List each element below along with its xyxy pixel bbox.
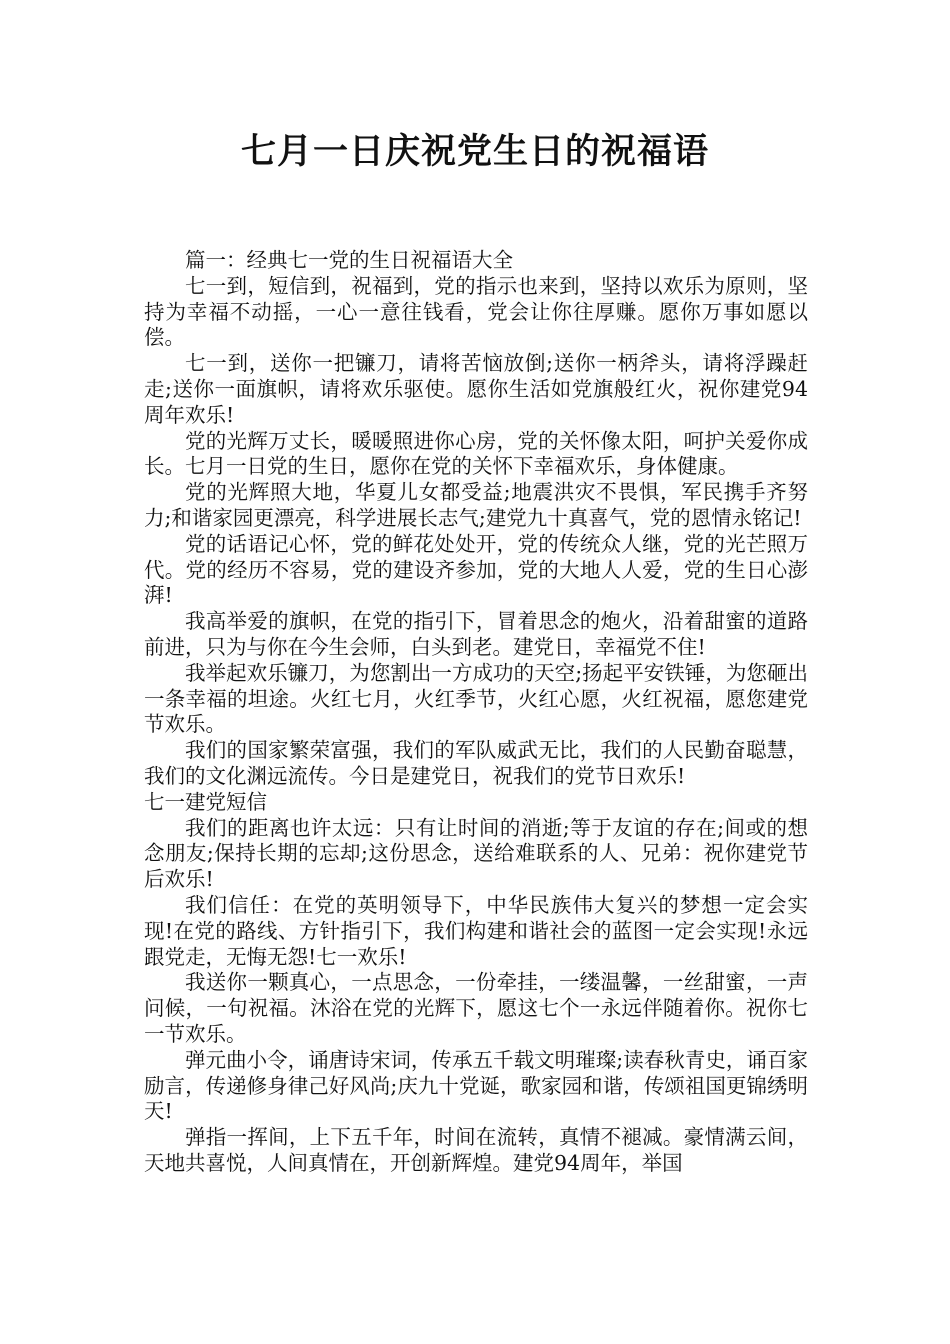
body-paragraph: 党的光辉照大地，华夏儿女都受益;地震洪灾不畏惧，军民携手齐努力;和谐家园更漂亮，科学进展长志气;建党九十真喜气，党的恩情永铭记! <box>144 480 808 530</box>
body-paragraph: 党的光辉万丈长，暖暖照进你心房，党的关怀像太阳，呵护关爱你成长。七月一日党的生日，愿你在党的关怀下幸福欢乐，身体健康。 <box>144 428 808 479</box>
body-paragraph: 党的话语记心怀，党的鲜花处处开，党的传统众人继，党的光芒照万代。党的经历不容易，党的建设齐参加，党的大地人人爱，党的生日心澎湃! <box>144 531 808 608</box>
body-paragraph: 七一到，送你一把镰刀，请将苦恼放倒;送你一柄斧头，请将浮躁赶走;送你一面旗帜，请将欢乐驱使。愿你生活如党旗般红火，祝你建党94周年欢乐! <box>144 351 808 427</box>
body-paragraph: 我高举爱的旗帜，在党的指引下，冒着思念的炮火，沿着甜蜜的道路前进，只为与你在今生会师，白头到老。建党日，幸福党不住! <box>144 609 808 659</box>
section-heading-line: 七一建党短信 <box>144 789 267 814</box>
document-body <box>144 248 808 1177</box>
body-paragraph: 弹元曲小令，诵唐诗宋词，传承五千载文明璀璨;读春秋青史，诵百家励言，传递修身律己好风尚;庆九十党诞，歌家园和谐，传颂祖国更锦绣明天! <box>144 1047 808 1124</box>
body-paragraph: 七一到，短信到，祝福到，党的指示也来到，坚持以欢乐为原则，坚持为幸福不动摇，一心一意往钱看，党会让你往厚赚。愿你万事如愿以偿。 <box>144 273 808 350</box>
body-paragraph: 我们信任：在党的英明领导下，中华民族伟大复兴的梦想一定会实现!在党的路线、方针指引下，我们构建和谐社会的蓝图一定会实现!永远跟党走，无悔无怨!七一欢乐! <box>144 892 808 969</box>
body-paragraph: 弹指一挥间，上下五千年，时间在流转，真情不褪减。豪情满云间，天地共喜悦，人间真情在，开创新辉煌。建党94周年，举国 <box>144 1125 808 1175</box>
body-paragraph: 我举起欢乐镰刀，为您割出一方成功的天空;扬起平安铁锤，为您砸出一条幸福的坦途。火红七月，火红季节，火红心愿，火红祝福，愿您建党节欢乐。 <box>144 660 808 737</box>
body-paragraph: 我们的距离也许太远：只有让时间的消逝;等于友谊的存在;间或的想念朋友;保持长期的忘却;这份思念，送给难联系的人、兄弟：祝你建党节后欢乐! <box>144 815 808 892</box>
body-paragraph: 篇一：经典七一党的生日祝福语大全 <box>185 248 513 272</box>
document-title: 七月一日庆祝党生日的祝福语 <box>240 132 709 172</box>
body-paragraph: 我送你一颗真心，一点思念，一份牵挂，一缕温馨，一丝甜蜜，一声问候，一句祝福。沐浴在党的光辉下，愿这七个一永远伴随着你。祝你七一节欢乐。 <box>144 970 808 1046</box>
body-paragraph: 我们的国家繁荣富强，我们的军队威武无比，我们的人民勤奋聪慧，我们的文化渊远流传。今日是建党日，祝我们的党节日欢乐! <box>144 738 808 788</box>
